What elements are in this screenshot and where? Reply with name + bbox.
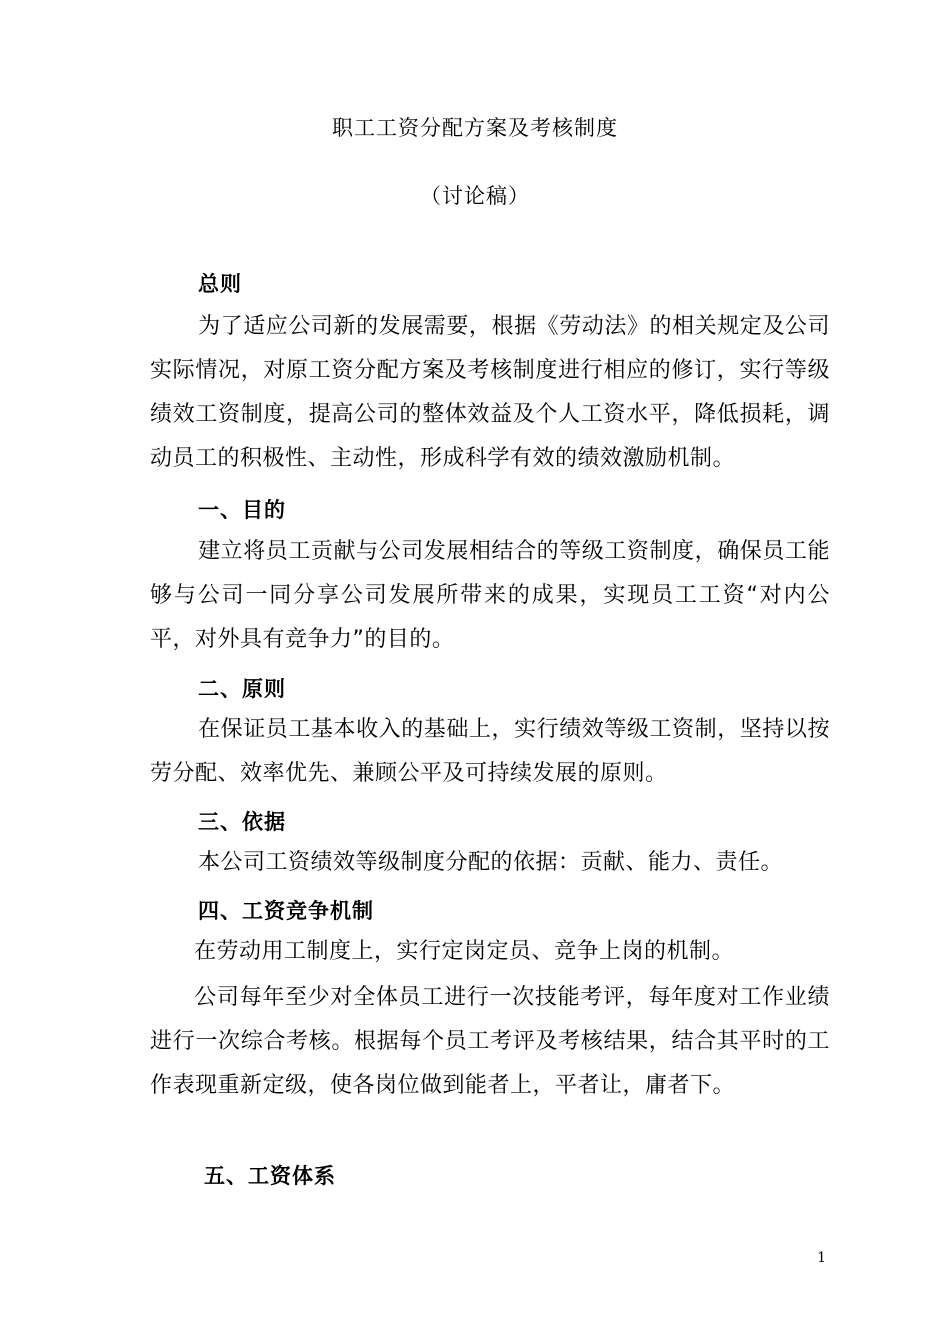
document-title: 职工工资分配方案及考核制度 xyxy=(332,116,618,140)
paragraph-competition-1-text: 在劳动用工制度上，实行定岗定员、竞争上岗的机制。 xyxy=(194,939,735,964)
heading-basis: 三、依据 xyxy=(198,810,286,834)
paragraph-competition-2-text: 公司每年至少对全体员工进行一次技能考评，每年度对工作业绩进行一次综合考核。根据每个员工考评及考核结果，结合其平时的工作表现重新定级，使各岗位做到能者上，平者让，庸者下。 xyxy=(150,985,830,1098)
document-subtitle: （讨论稿） xyxy=(420,184,530,208)
heading-purpose: 一、目的 xyxy=(198,498,286,522)
heading-general: 总则 xyxy=(198,272,242,296)
paragraph-competition-2 xyxy=(150,976,830,1108)
heading-competition: 四、工资竞争机制 xyxy=(198,899,374,923)
paragraph-principle-text: 在保证员工基本收入的基础上，实行绩效等级工资制，坚持以按劳分配、效率优先、兼顾公平及可持续发展的原则。 xyxy=(150,717,830,786)
page-number: 1 xyxy=(817,1250,826,1266)
paragraph-principle xyxy=(150,708,830,796)
paragraph-basis xyxy=(150,841,830,885)
paragraph-competition-1 xyxy=(150,930,830,974)
heading-principle: 二、原则 xyxy=(198,677,286,701)
heading-wage-system: 五、工资体系 xyxy=(204,1164,336,1188)
paragraph-purpose xyxy=(150,530,830,662)
paragraph-basis-text: 本公司工资绩效等级制度分配的依据：贡献、能力、责任。 xyxy=(198,850,784,875)
paragraph-general xyxy=(150,305,830,481)
paragraph-purpose-text: 建立将员工贡献与公司发展相结合的等级工资制度，确保员工能够与公司一同分享公司发展所带来的成果，实现员工工资“对内公平，对外具有竞争力”的目的。 xyxy=(150,539,830,652)
paragraph-general-text: 为了适应公司新的发展需要，根据《劳动法》的相关规定及公司实际情况，对原工资分配方案及考核制度进行相应的修订，实行等级绩效工资制度，提高公司的整体效益及个人工资水平，降低损耗，调动员工的积极性、主动性，形成科学有效的绩效激励机制。 xyxy=(150,314,830,471)
